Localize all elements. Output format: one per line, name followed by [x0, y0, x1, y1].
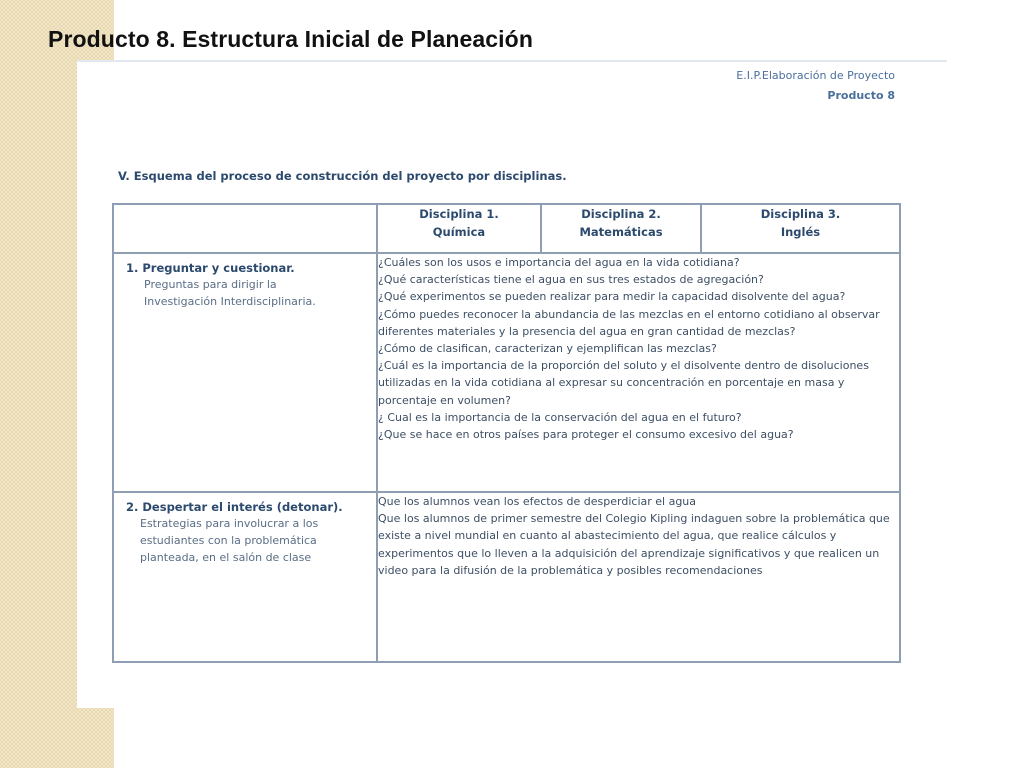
row-1-label: 1. Preguntar y cuestionar. [126, 261, 295, 275]
strategy-item: Que los alumnos de primer semestre del Colegio Kipling indaguen sobre la problemática que existe a nivel mundial en cuanto al abastecimiento del agua, que realice cálculos y experimentos que lo lleven a la adquisición del aprendizaje significativos y que realicen un video para la difusión de la problemática y posibles recomendaciones [378, 512, 890, 577]
row-2-description [126, 515, 370, 566]
slide-title: Producto 8. Estructura Inicial de Planeación [48, 26, 533, 52]
discipline-scheme-table [112, 203, 901, 663]
document-header-product: Producto 8 [827, 89, 895, 102]
question-item: ¿ Cual es la importancia de la conservación del agua en el futuro? [378, 410, 742, 424]
table-header-row [113, 204, 900, 253]
scanned-document [77, 60, 947, 708]
question-item: ¿Cuáles son los usos e importancia del agua en la vida cotidiana? [378, 256, 740, 269]
discipline-2-name: Matemáticas [579, 225, 663, 239]
discipline-2-number: Disciplina 2. [581, 207, 661, 221]
discipline-3-header [701, 204, 900, 253]
section-heading: V. Esquema del proceso de construcción del proyecto por disciplinas. [118, 169, 567, 183]
discipline-3-name: Inglés [780, 225, 821, 239]
discipline-1-header [377, 204, 541, 253]
strategy-item: Que los alumnos vean los efectos de desperdiciar el agua [378, 495, 697, 508]
row-1-content-cell [377, 253, 900, 492]
question-item: ¿Cómo de clasifican, caracterizan y ejemplifican las mezclas? [378, 342, 717, 356]
row-2-content-cell [377, 492, 900, 662]
row-1-description-line: Preguntas para dirigir la [144, 278, 277, 291]
row-1-label-cell [113, 253, 377, 492]
question-item: ¿Qué experimentos se pueden realizar para medir la capacidad disolvente del agua? [378, 290, 846, 304]
document-header-project: E.I.P.Elaboración de Proyecto [736, 69, 895, 82]
discipline-2-header [541, 204, 701, 253]
row-2-description-line: estudiantes con la problemática [140, 534, 317, 547]
question-item: ¿Cómo puedes reconocer la abundancia de las mezclas en el entorno cotidiano al observar diferentes materiales y la presencia del agua en gran cantidad de mezclas? [378, 307, 880, 338]
question-item: ¿Qué características tiene el agua en sus tres estados de agregación? [378, 273, 764, 287]
table-row [113, 253, 900, 492]
document-top-rule [77, 60, 947, 62]
row-2-description-line: planteada, en el salón de clase [140, 551, 312, 564]
row-1-description-line: Investigación Interdisciplinaria. [144, 295, 316, 308]
row-1-description [126, 276, 370, 310]
discipline-1-name: Química [432, 225, 486, 239]
table-row [113, 492, 900, 662]
row-2-description-line: Estrategias para involucrar a los [140, 517, 319, 530]
question-item: ¿Cuál es la importancia de la proporción del soluto y el disolvente dentro de disoluciones utilizadas en la vida cotidiana al expresar su concentración en porcentaje en masa y porcentaje en volumen? [378, 359, 869, 407]
discipline-1-number: Disciplina 1. [419, 207, 499, 221]
row-2-label-cell [113, 492, 377, 662]
question-item: ¿Que se hace en otros países para proteger el consumo excesivo del agua? [378, 428, 794, 442]
row-2-label: 2. Despertar el interés (detonar). [126, 500, 343, 514]
empty-corner-cell [113, 204, 377, 253]
document-header [736, 66, 895, 106]
discipline-3-number: Disciplina 3. [760, 207, 841, 221]
